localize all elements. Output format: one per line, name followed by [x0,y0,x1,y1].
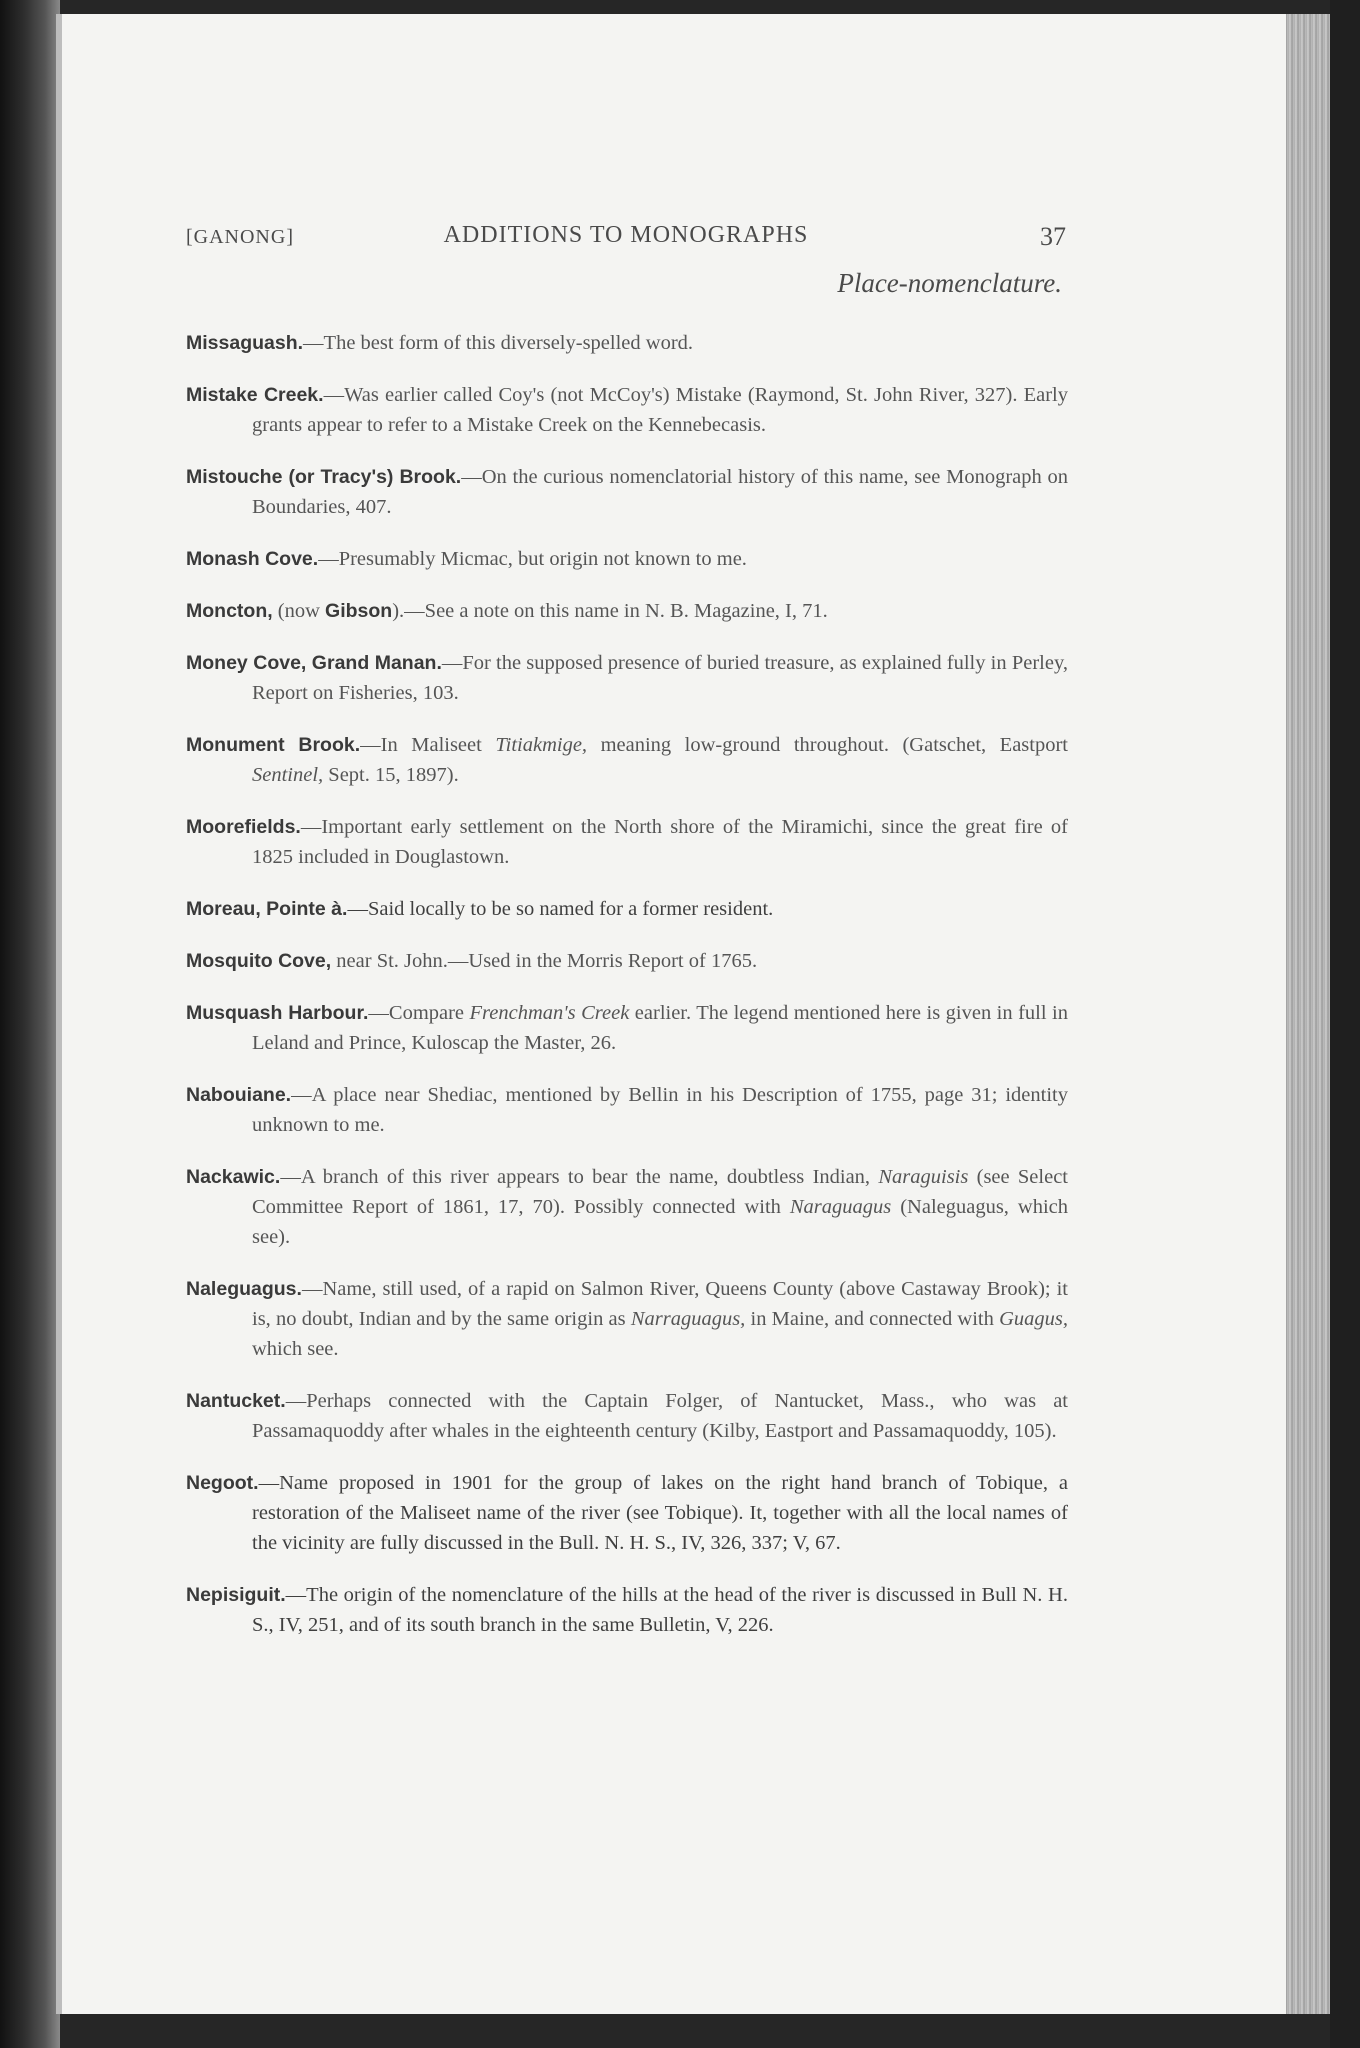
entry-mistouche-brook [186,462,1068,522]
book-cover-edge [1330,0,1360,2048]
entry-headword: Missaguash. [186,332,304,354]
entry-nepisiguit [186,1580,1068,1640]
entry-headword: Monument Brook. [186,734,361,756]
entry-moncton [186,596,1068,626]
entry-text: —A branch of this river appears to bear the name, doubtless Indian, [280,1166,879,1188]
entry-headword: Mistouche (or Tracy's) Brook. [186,466,462,488]
entry-monash-cove [186,544,1068,574]
running-head [186,222,1066,256]
entry-italic-term: Frenchman's Creek [469,1002,630,1024]
page-number: 37 [1040,222,1066,251]
entry-naleguagus [186,1274,1068,1364]
entry-text: —The origin of the nomenclature of the hills at the head of the river is discussed in Bull N. H. S., IV, 251, and of its south branch in the same Bulletin, V, 226. [252,1584,1068,1636]
entry-text: —Compare [368,1002,470,1024]
entry-text: —In Maliseet [360,734,496,756]
entry-text: ).—See a note on this name in N. B. Magazine, I, 71. [392,600,828,622]
entry-list [186,328,1068,1662]
entry-text: earlier. The legend mentioned here is given in full in Leland and Prince, Kuloscap the Master, 26. [252,1002,1068,1054]
entry-headword-secondary: Gibson [325,600,393,622]
entry-text: —Name proposed in 1901 for the group of lakes on the right hand branch of Tobique, a restoration of the Maliseet name of the river (see Tobique). It, together with all the local names of the vicinity are fully discussed in the Bull. N. H. S., IV, 326, 337; V, 67. [252,1472,1068,1554]
entry-italic-term: Sentinel, [252,764,324,786]
entry-headword: Nabouiane. [186,1084,292,1106]
entry-headword: Musquash Harbour. [186,1002,369,1024]
entry-nabouiane [186,1080,1068,1140]
entry-headword: Nepisiguit. [186,1584,286,1606]
running-head-title: ADDITIONS TO MONOGRAPHS [443,222,809,248]
entry-text: —Important early settlement on the North shore of the Miramichi, since the great fire of 1825 included in Douglastown. [252,816,1068,868]
entry-text: meaning low-ground throughout. (Gatschet, Eastport [587,734,1068,756]
book-spine-shadow [0,0,60,2048]
entry-text: in Maine, and connected with [745,1308,1000,1330]
entry-moreau [186,894,1068,924]
entry-headword: Negoot. [186,1472,259,1494]
entry-text: near St. John.—Used in the Morris Report of 1765. [331,950,758,972]
entry-text: —A place near Shediac, mentioned by Bellin in his Description of 1755, page 31; identity unknown to me. [252,1084,1068,1136]
entry-text: —Said locally to be so named for a former resident. [347,898,774,920]
entry-text: —The best form of this diversely-spelled word. [303,332,694,354]
entry-musquash-harbour [186,998,1068,1058]
entry-text: which see. [252,1338,339,1360]
entry-text: —On the curious nomenclatorial history of this name, see Monograph on Boundaries, 407. [252,466,1068,518]
entry-text: (Naleguagus, which see). [252,1196,1068,1248]
entry-italic-term: Guagus, [999,1308,1068,1330]
entry-monument-brook [186,730,1068,790]
entry-headword: Moorefields. [186,816,301,838]
entry-italic-term: Titiakmige, [495,734,588,756]
entry-text: —Was earlier called Coy's (not McCoy's) Mistake (Raymond, St. John River, 327). Early grants appear to refer to a Mistake Creek on the Kennebecasis. [252,384,1068,436]
entry-mosquito-cove [186,946,1068,976]
entry-text: (now [272,600,326,622]
entry-headword: Moncton, [186,600,273,622]
entry-text: (see Select Committee Report of 1861, 17, 70). Possibly connected with [252,1166,1068,1218]
entry-headword: Money Cove, Grand Manan. [186,652,442,674]
entry-missaguash [186,328,1068,358]
entry-text: —Perhaps connected with the Captain Folger, of Nantucket, Mass., who was at Passamaquoddy after whales in the eighteenth century (Kilby, Eastport and Passamaquoddy, 105). [252,1390,1068,1442]
entry-headword: Moreau, Pointe à. [186,898,348,920]
entry-text: —Presumably Micmac, but origin not known to me. [318,548,747,570]
entry-nantucket [186,1386,1068,1446]
entry-mistake-creek [186,380,1068,440]
entry-money-cove [186,648,1068,708]
entry-headword: Mistake Creek. [186,384,324,406]
entry-italic-term: Naraguisis [878,1166,969,1188]
entry-headword: Naleguagus. [186,1278,302,1300]
entry-text: Sept. 15, 1897). [323,764,459,786]
entry-headword: Mosquito Cove, [186,950,332,972]
entry-nackawic [186,1162,1068,1252]
entry-headword: Monash Cove. [186,548,319,570]
section-subhead: Place-nomenclature. [837,268,1062,298]
entry-text: —Name, still used, of a rapid on Salmon River, Queens County (above Castaway Brook); it is, no doubt, Indian and by the same origin as [252,1278,1068,1330]
entry-headword: Nackawic. [186,1166,281,1188]
entry-negoot [186,1468,1068,1558]
entry-italic-term: Narraguagus, [630,1308,746,1330]
running-head-author: [GANONG] [186,226,294,248]
entry-headword: Nantucket. [186,1390,286,1412]
entry-text: —For the supposed presence of buried treasure, as explained fully in Perley, Report on Fisheries, 103. [252,652,1068,704]
entry-italic-term: Naraguagus [789,1196,892,1218]
entry-moorefields [186,812,1068,872]
